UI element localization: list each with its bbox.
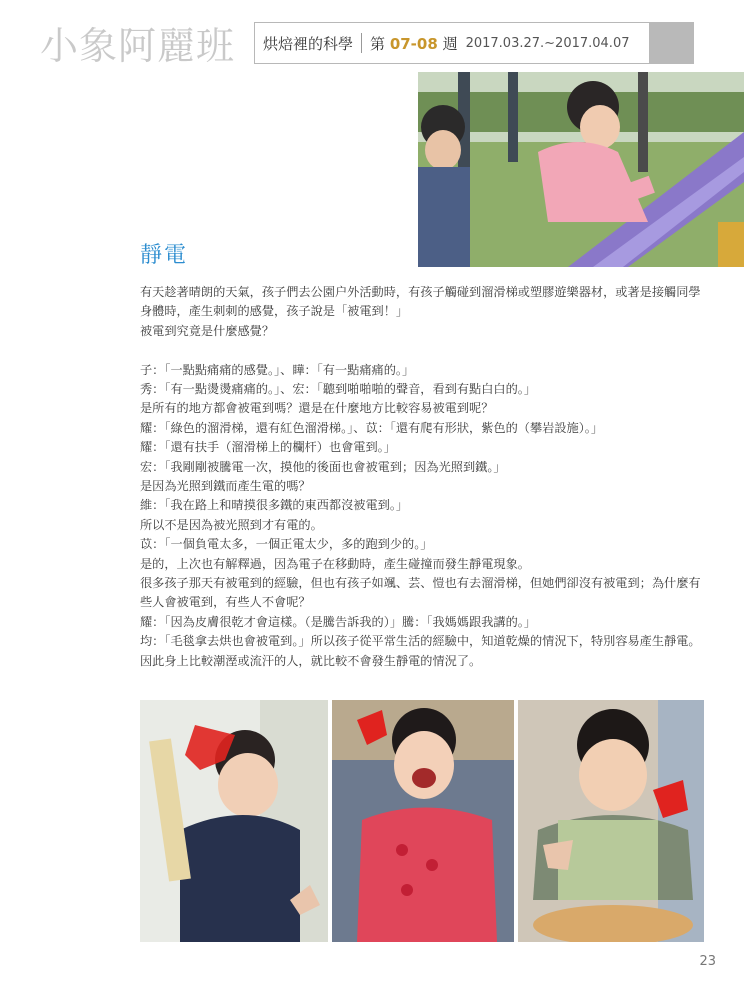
child-photo-middle [332, 700, 514, 942]
paragraph: 維：「我在路上和晴摸很多鐵的東西都沒被電到。」 [140, 498, 409, 513]
paragraph: 很多孩子那天有被電到的經驗，但也有孩子如颯、芸、愷也有去溜滑梯，但她們卻沒有被電到；為什麼有些人會被電到，有些人不會呢？ [140, 576, 701, 610]
child-photo-right [518, 700, 704, 942]
paragraph-gap [140, 341, 706, 360]
paragraph: 被電到究竟是什麼感覺？ [140, 323, 275, 338]
paragraph: 有天趁著晴朗的天氣，孩子們去公園户外活動時，有孩子觸碰到溜滑梯或塑膠遊樂器材，或著是接觸同學身體時，產生刺刺的感覺，孩子說是「被電到！」 [140, 285, 701, 319]
paragraph: 是所有的地方都會被電到嗎？還是在什麼地方比較容易被電到呢？ [140, 401, 494, 416]
paragraph: 子：「一點點痛痛的感覺。」、瞱：「有一點痛痛的。」 [140, 362, 415, 377]
paragraph: 秀：「有一點燙燙痛痛的。」、宏：「聽到啪啪啪的聲音，看到有點白白的。」 [140, 382, 537, 397]
paragraph: 是因為光照到鐵而產生電的嗎？ [140, 479, 311, 494]
header-divider [361, 33, 362, 53]
playground-photo [418, 72, 744, 267]
paragraph: 苡：「一個負電太多，一個正電太少，多的跑到少的。」 [140, 537, 433, 552]
paragraph: 所以不是因為被光照到才有電的。 [140, 517, 323, 532]
header-info-box [254, 22, 650, 64]
child-photo-left [140, 700, 328, 942]
paragraph: 耀：「因為皮膚很乾才會這樣。（是騰告訴我的）」騰：「我媽媽跟我講的。」 [140, 614, 537, 629]
paragraph: 耀：「還有扶手（溜滑梯上的欄杆）也會電到。」 [140, 440, 396, 455]
paragraph: 均：「毛毯拿去烘也會被電到。」所以孩子從平常生活的經驗中，知道乾燥的情況下，特別容易產生靜電。因此身上比較潮溼或流汗的人，就比較不會發生靜電的情況了。 [140, 634, 701, 668]
week-suffix: 週 [442, 34, 458, 53]
week-label [370, 33, 458, 54]
topic-label: 烘焙裡的科學 [263, 34, 354, 53]
paragraph: 耀：「綠色的溜滑梯，還有紅色溜滑梯。」、苡：「還有爬有形狀，紫色的（攀岩設施）。」 [140, 420, 604, 435]
date-range: 2017.03.27.~2017.04.07 [465, 35, 630, 51]
paragraph: 是的，上次也有解釋過，因為電子在移動時，產生碰撞而發生靜電現象。 [140, 556, 530, 571]
section-title: 靜電 [140, 243, 189, 268]
paragraph: 宏：「我剛剛被騰電一次，摸他的後面也會被電到；因為光照到鐵。」 [140, 459, 506, 474]
header-gray-block [650, 22, 694, 64]
article-body [140, 283, 706, 671]
week-numbers: 07-08 [389, 34, 438, 53]
page-number: 23 [699, 954, 716, 969]
brand-title: 小象阿麗班 [40, 24, 236, 68]
week-prefix: 第 [370, 34, 386, 53]
